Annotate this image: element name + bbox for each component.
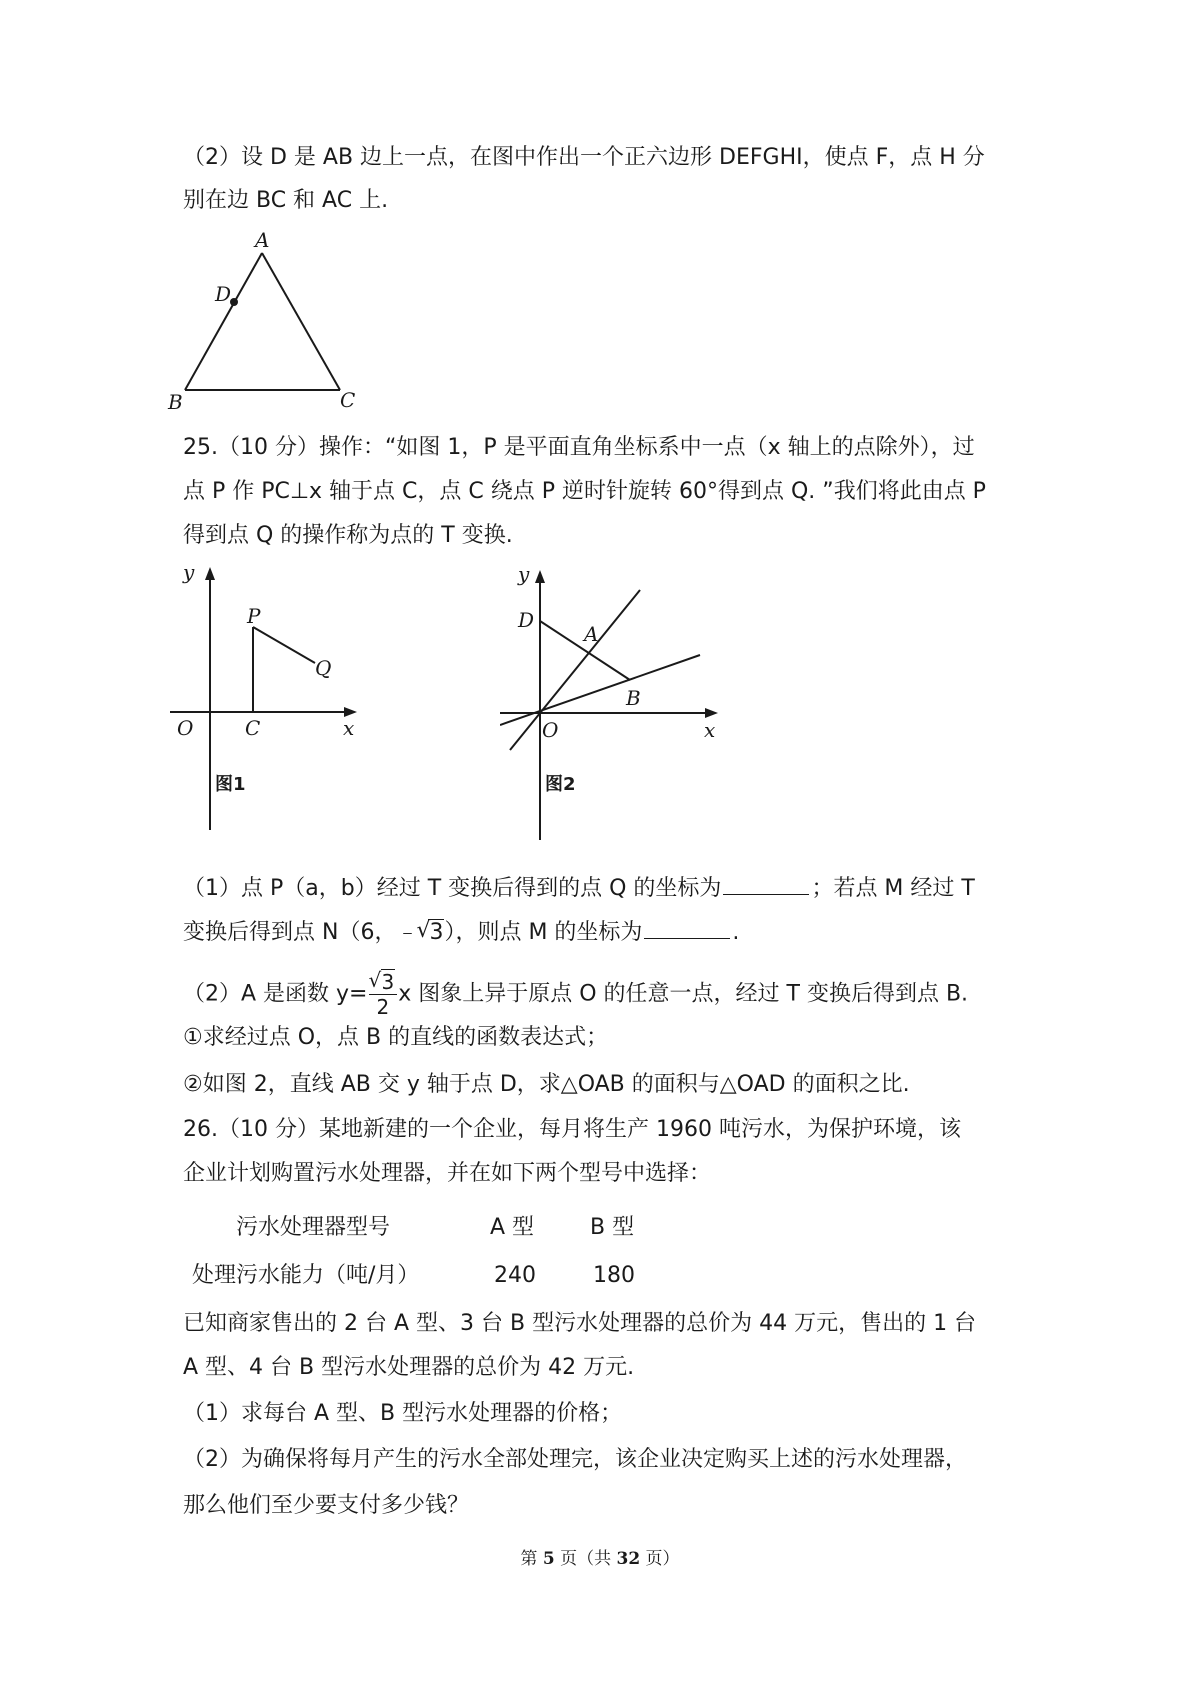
q25-part1-line2-a: 变换后得到点 N（6，﹣: [183, 920, 419, 945]
q25-line2: 点 P 作 PC⊥x 轴于点 C，点 C 绕点 P 逆时针旋转 60°得到点 Q. ”我们将此由点 P: [183, 479, 986, 504]
answer-blank-q: [723, 872, 809, 895]
fraction-sqrt3-over-2: [369, 970, 398, 1019]
sqrt-3-radicand: 3: [429, 920, 444, 945]
q25-part1-line1-b: ；若点 M 经过 T: [811, 876, 975, 901]
label-b: B: [626, 686, 641, 710]
triangle-figure: [160, 225, 380, 415]
q25-part2-line: [183, 970, 1028, 1019]
label-y: y: [183, 560, 195, 584]
q25-part1-line1: [183, 872, 1028, 905]
y-arrow-icon: [205, 567, 215, 580]
label-a: A: [584, 622, 599, 646]
label-c: C: [340, 388, 356, 412]
label-c: C: [245, 716, 261, 740]
point-d: [230, 298, 238, 306]
q26-line3: 已知商家售出的 2 台 A 型、3 台 B 型污水处理器的总价为 44 万元，售出的 1 台: [183, 1311, 977, 1336]
figure-1: [165, 555, 395, 845]
table-header-model: 污水处理器型号: [236, 1215, 391, 1240]
q25-part1-line1-a: （1）点 P（a，b）经过 T 变换后得到的点 Q 的坐标为: [183, 876, 722, 901]
fig1-caption: 图1: [215, 774, 246, 795]
q25-line1: 25.（10 分）操作：“如图 1，P 是平面直角坐标系中一点（x 轴上的点除外），过: [183, 435, 975, 460]
page-footer: [0, 1544, 1200, 1569]
table-header-b: B 型: [590, 1215, 635, 1240]
table-header-a: A 型: [490, 1215, 535, 1240]
q25-line3: 得到点 Q 的操作称为点的 T 变换.: [183, 523, 513, 548]
q26-line2: 企业计划购置污水处理器，并在如下两个型号中选择：: [183, 1161, 712, 1186]
q26-part1: （1）求每台 A 型、B 型污水处理器的价格；: [183, 1401, 623, 1426]
side-ab: [185, 253, 262, 390]
q25-part1-line2-b: ），则点 M 的坐标为: [444, 920, 643, 945]
table-row-capacity-label: 处理污水能力（吨/月）: [192, 1263, 420, 1288]
figure-2: [500, 555, 730, 845]
footer-prefix: 第: [520, 1549, 543, 1569]
label-o: O: [177, 716, 194, 740]
label-y: y: [518, 562, 530, 586]
fraction-numerator: 3: [381, 970, 395, 994]
q25-part1-line2-c: .: [732, 920, 740, 945]
answer-blank-m: [644, 916, 730, 939]
footer-page-number: 5: [542, 1549, 555, 1569]
q26-part2-line1: （2）为确保将每月产生的污水全部处理完，该企业决定购买上述的污水处理器，: [183, 1447, 967, 1472]
label-a: A: [255, 228, 270, 252]
fig2-caption: 图2: [545, 774, 576, 795]
label-d: D: [215, 282, 232, 306]
q25-part2-b: x 图象上异于原点 O 的任意一点，经过 T 变换后得到点 B.: [398, 981, 969, 1007]
footer-suffix: 页）: [640, 1549, 680, 1569]
q25-part2-ii: ②如图 2，直线 AB 交 y 轴于点 D，求△OAB 的面积与△OAD 的面积之比.: [183, 1072, 910, 1097]
side-ac: [262, 253, 340, 390]
q24-part2-line2: 别在边 BC 和 AC 上.: [183, 188, 389, 213]
q26-part2-line2: 那么他们至少要支付多少钱？: [183, 1493, 470, 1518]
q26-line1: 26.（10 分）某地新建的一个企业，每月将生产 1960 吨污水，为保护环境，该: [183, 1117, 961, 1142]
label-o: O: [542, 718, 559, 742]
label-d: D: [518, 608, 535, 632]
label-x: x: [343, 716, 355, 740]
q25-part2-a: （2）A 是函数 y=: [183, 981, 368, 1007]
label-b: B: [168, 390, 183, 414]
table-cell-a: 240: [494, 1263, 536, 1288]
fraction-denominator: 2: [376, 995, 390, 1019]
q25-part2-i: ①求经过点 O，点 B 的直线的函数表达式；: [183, 1025, 609, 1050]
q24-part2-line1: （2）设 D 是 AB 边上一点，在图中作出一个正六边形 DEFGHI，使点 F，点 H 分: [183, 145, 985, 170]
line-ob: [500, 655, 700, 725]
footer-middle: 页（共: [554, 1549, 617, 1569]
y-arrow-icon: [535, 570, 545, 583]
table-cell-b: 180: [593, 1263, 635, 1288]
label-q: Q: [315, 656, 332, 680]
label-p: P: [247, 604, 261, 628]
x-arrow-icon: [705, 708, 718, 718]
label-x: x: [704, 718, 716, 742]
segment-pq: [253, 627, 315, 663]
q26-line4: A 型、4 台 B 型污水处理器的总价为 42 万元.: [183, 1355, 635, 1380]
sqrt-3: [418, 917, 444, 949]
footer-total-pages: 32: [616, 1549, 641, 1569]
q25-part1-line2: [183, 916, 1028, 949]
